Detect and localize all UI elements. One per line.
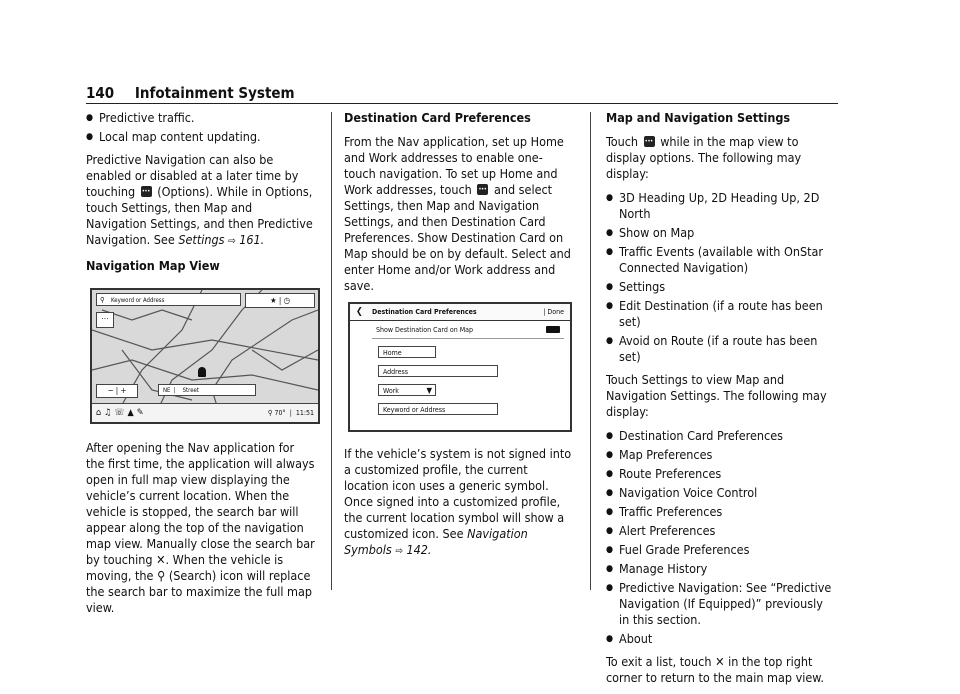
list-item: ● Manage History — [606, 561, 836, 577]
list-item: ● Map Preferences — [606, 447, 836, 463]
close-icon: ✕ — [156, 552, 166, 567]
options-icon — [644, 136, 655, 147]
search-bar[interactable]: ⚲ Keyword or Address — [96, 293, 241, 306]
toggle-switch[interactable] — [546, 326, 560, 333]
list-item: ● 3D Heading Up, 2D Heading Up, 2D North — [606, 190, 836, 222]
list-item: ● Navigation Voice Control — [606, 485, 836, 501]
divider — [372, 338, 564, 339]
heading-street-bar: NE | Street — [158, 384, 256, 396]
options-icon — [141, 186, 152, 197]
zoom-controls[interactable]: − | + — [96, 384, 138, 398]
list-item: ● Traffic Events (available with OnStar Connected Navigation) — [606, 244, 836, 276]
temperature: 70° — [274, 409, 286, 417]
page-ref[interactable]: 161. — [239, 232, 265, 247]
col1-paragraph-2: After opening the Nav application for the first time, the application will always open in full map view displaying the vehicle’s current location. When the vehicle is stopped, the search bar will appear along the top of the navigation map view. Manually close the search bar by touching ✕. When the vehicle is moving, the ⚲ (Search) icon will replace the search bar to maximize the full map view. — [86, 440, 315, 615]
col3-paragraph-2: Touch Settings to view Map and Navigation Settings. The following may display: — [606, 372, 827, 419]
home-field[interactable]: Home — [378, 346, 436, 358]
section-title: Infotainment System — [134, 84, 295, 102]
column-1 — [86, 110, 316, 624]
show-dest-card-row[interactable]: Show Destination Card on Map — [376, 324, 560, 336]
done-button[interactable]: | Done — [543, 308, 564, 316]
list-item: ● Alert Preferences — [606, 523, 836, 539]
location-pin-icon: ⚲ — [267, 409, 273, 417]
page-number: 140 — [86, 84, 115, 102]
search-icon: ⚲ — [100, 296, 105, 304]
page-ref-arrow-icon: ⇨ — [228, 236, 236, 247]
list-item: ● Predictive Navigation: See “Predictive Navigation (If Equipped)” previously in this section. — [606, 580, 836, 628]
clock-time: 11:51 — [295, 409, 314, 417]
nav-map-view-heading: Navigation Map View — [86, 258, 220, 273]
list-item: ● Avoid on Route (if a route has been set) — [606, 333, 836, 365]
keyword-field[interactable]: Keyword or Address — [378, 403, 498, 415]
star-icon[interactable]: ★ — [270, 296, 277, 305]
zoom-in-icon[interactable]: + — [120, 386, 127, 395]
back-icon[interactable]: ❮ — [356, 307, 363, 317]
list-item: ● Fuel Grade Preferences — [606, 542, 836, 558]
list-item: ● Route Preferences — [606, 466, 836, 482]
col1-paragraph-1: Predictive Navigation can also be enabled or disabled at a later time by touching ••• (Options). While in Options, touch Settings, then Map and Navigation Settings, and then Predictive Navigation. See Settings ⇨ 161. — [86, 152, 316, 250]
favorites-recents-bar[interactable]: ★ | ◷ — [245, 293, 315, 308]
column-divider-2 — [590, 112, 591, 590]
col3-paragraph-1: Touch ••• while in the map view to display options. The following may display: — [606, 134, 836, 182]
map-nav-settings-heading: Map and Navigation Settings — [606, 110, 791, 125]
options-icon — [477, 184, 488, 195]
list-item: ● Destination Card Preferences — [606, 428, 836, 444]
zoom-out-icon[interactable]: − — [107, 386, 114, 395]
header-rule — [86, 103, 838, 104]
list-item: ● Traffic Preferences — [606, 504, 836, 520]
list-item: ● Local map content updating. — [86, 129, 316, 145]
work-select[interactable]: Work ▼ — [378, 384, 436, 396]
column-2 — [344, 110, 574, 568]
dest-card-heading: Destination Card Preferences — [344, 110, 531, 125]
settings-link[interactable]: Settings — [178, 232, 225, 247]
column-3 — [606, 110, 836, 694]
settings-list — [606, 428, 836, 647]
col2-paragraph-1: From the Nav application, set up Home and Work addresses to enable one-touch navigation. To set up Home and Work addresses, touch ••• and select Settings, then Map and Navigation Settings, and then Destination Card Preferences. Show Destination Card on Map should be on by default. Select and enter Home and/or Work address and save. — [344, 134, 574, 294]
chevron-down-icon: ▼ — [426, 386, 432, 395]
page-header — [86, 84, 295, 102]
address-field[interactable]: Address — [378, 365, 498, 377]
list-item: ● Settings — [606, 279, 836, 295]
nav-symbols-link[interactable]: Navigation Symbols — [344, 526, 528, 557]
options-button[interactable]: ⋯ — [96, 312, 114, 328]
col2-paragraph-2: If the vehicle’s system is not signed into a customized profile, the current location icon uses a generic symbol. Once signed into a customized profile, the current location symbol will show a customized icon. See Navigation Symbols ⇨ 142. — [344, 446, 572, 557]
list-item: ● Show on Map — [606, 225, 836, 241]
col3-paragraph-3: To exit a list, touch ✕ in the top right corner to return to the main map view. — [606, 654, 824, 685]
dest-title-bar: ❮ Destination Card Preferences | Done — [350, 304, 570, 321]
page-ref-arrow-icon: ⇨ — [395, 546, 403, 557]
dest-card-prefs-figure — [348, 302, 572, 432]
options-list — [606, 190, 836, 365]
clock-icon[interactable]: ◷ — [283, 296, 290, 305]
list-item: ● Edit Destination (if a route has been set) — [606, 298, 836, 330]
search-icon: ⚲ — [157, 568, 166, 583]
list-item: ● About — [606, 631, 836, 647]
col1-bullet-list — [86, 110, 316, 145]
close-icon: ✕ — [715, 654, 725, 669]
list-item: ● Predictive traffic. — [86, 110, 316, 126]
column-divider-1 — [331, 112, 332, 590]
navigation-map-figure — [90, 288, 320, 424]
status-bar: ⌂♫☏▲✎ ⚲ 70° | 11:51 — [92, 403, 318, 422]
app-shortcuts[interactable]: ⌂♫☏▲✎ — [96, 408, 147, 418]
vehicle-location-icon — [198, 367, 206, 377]
page-ref[interactable]: 142. — [406, 542, 432, 557]
